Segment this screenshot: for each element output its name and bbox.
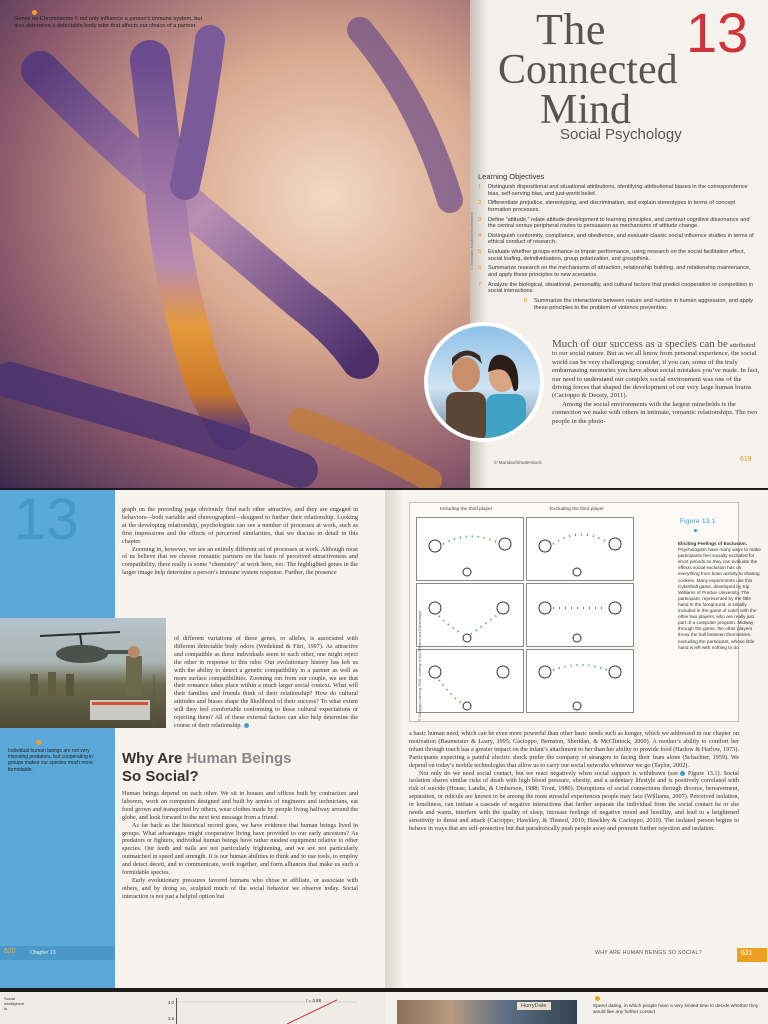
intro-paragraph: Much of our success as a species can be attributed to our social nature. But as we all know from personal experience, the social world can be very challenging; consider, if you can, some of the truly embarrassing memories you have about social mistakes you’ve made. In fact, our need to understand our complex social environment was one of the driving forces that shaped the development of our very large human brains (Cacioppo & Decety, 2011). <box>552 338 760 400</box>
figure-reference-link: Figure 13.1 <box>687 769 718 777</box>
learning-objective: 2 Differentiate prejudice, stereotyping, and discrimination, and explain stereotypes in terms of concept formation processes. <box>478 200 736 213</box>
soldiers-caption: Individual human beings are not very imposing predators, but cooperating in groups makes our species much more formidable. <box>8 748 106 773</box>
figure-caption: Eliciting Feelings of Exclusion. Psychologists have many ways to make participants feel socially excluded for short periods so they can evaluate the effects social exclusion has on everything from brain activity to sharing cookies. Many experiments use this Cyberball game, developed by Kip Williams of Purdue University. The participant, represented by the little hand in the foreground, is initially included in the game of catch with the other two players, who are really just part of a computer program. Midway through the game, the other players throw the ball between themselves, excluding the participant, whose little hand is left with nothing to do. <box>678 541 761 650</box>
learning-objective: 3 Define “attitude,” relate attitude development to learning principles, and contrast cognitive dissonance and the central versus peripheral routes to persuasion as mechanisms of attitude change. <box>478 216 750 230</box>
figure-reference-icon <box>680 771 685 776</box>
chapter-title-mind: Mind <box>540 87 632 133</box>
top-spread <box>0 0 768 488</box>
body-text-wrap: of different variations of these genes, or alleles, is associated with different detectable body odors (Wedekind & Füri, 1997). As attractive and compatible as these individuals seem to each other, one might reject the other in response to this odor. Our evolutionary history has left us with the ability to detect a genetic compatibility in a partner as well as more surface compatibilities. Zooming out from our couple, we see that their romance takes place within a much larger social context. What will their families and friends think of their relationship? How do cultural attitudes and biases shape the likelihood of their success? To what extent will they feel comfortable conforming to these cultural expectations or rejecting them? All of these external factors can also help determine the course of their relationship. <box>174 635 358 729</box>
caption-marker-icon <box>36 740 41 745</box>
cyberball-panel-art <box>417 584 525 648</box>
couple-illustration <box>428 326 540 438</box>
soldiers-illustration <box>0 618 166 728</box>
bottom-spread <box>0 992 768 1024</box>
cyberball-panel <box>416 517 524 581</box>
running-footer: WHY ARE HUMAN BEINGS SO SOCIAL? <box>595 950 702 956</box>
margin-band <box>0 490 115 988</box>
couple-photo-credit: © Maridav/Shutterstock <box>494 460 542 465</box>
caption-marker-icon <box>595 996 600 1001</box>
page-number-tab <box>737 948 767 962</box>
middle-spread <box>0 490 768 988</box>
chromosome-photo <box>0 0 470 488</box>
learning-objectives-heading: Learning Objectives <box>478 172 545 181</box>
page-621 <box>385 490 768 988</box>
chapter-title-connected: Connected <box>498 47 678 93</box>
intro-lead: Much of our success as a species can be <box>552 338 728 350</box>
cyberball-panel <box>416 649 524 713</box>
cyberball-panel <box>526 583 634 647</box>
couple-photo <box>424 322 544 442</box>
cyberball-panel <box>416 583 524 647</box>
body-text-top: graph on the preceding page obviously find each other attractive, and they are engaged in behaviors—both variable and choreographed—designed to further their relationship. Looking at the developing relationship, psychologists can see a number of processes at work, such as first impressions and the effects of perceived similarities, that we discuss in detail in this chapter. Zooming in, however, we see an entirely different set of processes at work. Although most of us believe that we choose romantic partners on the basis of perceived attractiveness and compatibility, there really is some “chemistry” at work here, too. The highlighted genes in the larger image help determine a person’s immune system response. Further, the presence <box>122 506 358 577</box>
figure-credit: © Cengage Learning 2015; courtesy of Kip Williams and David Nagel <box>418 611 422 721</box>
cyberball-panel <box>526 517 634 581</box>
page-620 <box>0 490 385 988</box>
learning-objectives-list <box>478 184 758 314</box>
learning-objective: 1 Distinguish dispositional and situational attributions, identifying attributional biases in the correspondence bias, self-serving bias, and just-world belief. <box>478 184 748 197</box>
page-footer-band <box>0 946 115 960</box>
cyberball-panel-art <box>417 518 525 582</box>
cyberball-panel <box>526 649 634 713</box>
figure-13-1 <box>409 502 761 722</box>
figure-label: Figure 13.1 <box>680 519 716 525</box>
speed-dating-caption: Speed dating, in which people have a very limited time to decide whether they would like any further contact <box>593 1004 761 1016</box>
page-619 <box>470 0 768 488</box>
cyberball-grid <box>416 517 636 717</box>
ghost-chapter-number: 13 <box>14 490 79 552</box>
chapter-number: 13 <box>686 1 749 64</box>
chromosome-illustration <box>0 0 470 488</box>
graph-line <box>177 998 357 1024</box>
graph-tick-label: 4.0 <box>168 1000 175 1005</box>
body-text-bottom: Human beings depend on each other. We sit in houses and offices built by contractors and laborers, work on computers designed and built by armies of engineers and technicians, eat food grown and transported by others, wear clothes made by people living halfway around the globe, and look forward to the next text message from a friend. As far back as the historical record goes, we have evidence that human beings lived in groups. What advantages might cooperative living have provided to our early ancestors? As predators or fighters, individual human beings have rather modest equipment relative to other species. Our teeth and nails are not particularly frightening, and we are not particularly outmatched in speed and strength. It is our human abilities to think and to use tools, to employ and detect deceit, and to communicate, work together, and form alliances that make us such a formidable species. Early evolutionary pressures favored humans who chose to affiliate, or associate with others, and by doing so, sculpted much of the social behavior we observe today. Social interaction is not just a helpful option but <box>122 790 358 900</box>
scatter-graph <box>176 998 356 1024</box>
cyberball-panel-art <box>527 584 635 648</box>
side-label: Social Intelligence Is <box>4 996 25 1011</box>
learning-objective: 7 Analyze the biological, situational, personality, and cultural factors that predict cooperation or competition in social interactions. <box>478 281 754 295</box>
learning-objective: 8 Summarize the interactions between nature and nurture in human aggression, and apply these principles to the problem of violence prevention. <box>524 297 753 311</box>
next-page-right <box>385 992 768 1024</box>
figure-column-head-right: Excluding the third player <box>550 507 604 512</box>
chapter-title-the: The <box>536 5 606 54</box>
learning-objective: 5 Evaluate whether groups enhance or impair performance, using research on the social facilitation effect, social loafing, deindividuation, group polarization, and groupthink. <box>478 249 746 262</box>
graph-tick-label: 3.5 <box>168 1016 175 1021</box>
chapter-subtitle: Social Psychology <box>560 126 682 143</box>
learning-objective: 6 Summarize research on the mechanisms of attraction, relationship building, and relationship maintenance, and apply these principles to new scenarios. <box>478 265 751 278</box>
learning-objective: 4 Distinguish conformity, compliance, and obedience, and evaluate classic social influence studies in terms of ethical conduct of research. <box>478 232 754 246</box>
soldiers-photo <box>0 618 166 728</box>
body-text-621: a basic human need, which can be even more powerful than other basic needs such as hunger, which we addressed in our chapter on motivation (Baumeister & Leary, 1995; Cacioppo, Bernston, Sheridan, & McClintock, 2000). A mother’s ability to comfort her infant through touch has a greater impact on the infant’s attachment to her than her ability to provide food (Harlow & Harlow, 1973). Participants expecting a painful electric shock prefer the company of strangers to facing their fears alone (Schachter, 1959). We depend on today’s mobile technologies that allow us to carry our social networks wherever we go (Taylor, 2002). Not only do we need social contact, but we react negatively when social support is withdrawn (see Figure 13.1). Social isolation shares similar risks of death with high blood pressure, obesity, and a sedentary lifestyle and is positively correlated with risk of suicide (House, Landis, & Umberson, 1988; Trout, 1980). Disruptions of social connections through divorce, bereavement, separation, or ridicule are known to be among the most stressful experiences people may face (Williams, 2007). Perceived isolation, or loneliness, can initiate a cascade of negative interactions that further separate the individual from the social contact he or she needs and wants, interfere with the quality of sleep, increase feelings of negative mood and hostility, and lead to a heightened sensitivity to threat and attack (Cacioppo, Hawkley, & Thisted, 2010; Hawkley & Cacioppo, 2010). The isolated person begins to behave in ways that are self-protective but that paradoxically push people away and promote further rejection and isolation. <box>409 730 740 832</box>
dna-caption <box>14 16 204 30</box>
cyberball-panel-art <box>527 518 635 582</box>
page-number: 619 <box>740 456 752 463</box>
page-number: 620 <box>4 948 16 955</box>
chapter-intro <box>552 340 762 426</box>
correlation-label: r = 0.88 <box>306 998 322 1003</box>
intro-paragraph: Among the social environments with the largest minefields is the connection we make with others in intimate, romantic relationships. The two people in the photo- <box>552 400 758 425</box>
caption-marker-icon <box>32 10 37 15</box>
chapter-label: Chapter 13 <box>30 950 56 956</box>
cyberball-panel-art <box>527 650 635 714</box>
figure-column-head-left: Including the third player <box>440 507 493 512</box>
photo-sign: HurryDate <box>517 1002 551 1010</box>
end-marker-icon <box>244 723 249 728</box>
soldiers-photo-credit: © Stocktrek Images/Getty Images <box>152 674 156 728</box>
section-heading: Why Are Human Beings So Social? <box>122 750 292 785</box>
dna-photo-credit: © Sebastian Kaulitzki/Shutterstock <box>470 211 474 270</box>
page-number: 621 <box>741 950 753 957</box>
next-page-left <box>0 992 385 1024</box>
dna-caption-text: Genes on Chromosome 6 not only influence a person’s immune system, but also determine a detectable body odor that affects our choice of a partner. <box>14 16 203 29</box>
cyberball-panel-art <box>417 650 525 714</box>
figure-marker-icon <box>694 529 697 532</box>
